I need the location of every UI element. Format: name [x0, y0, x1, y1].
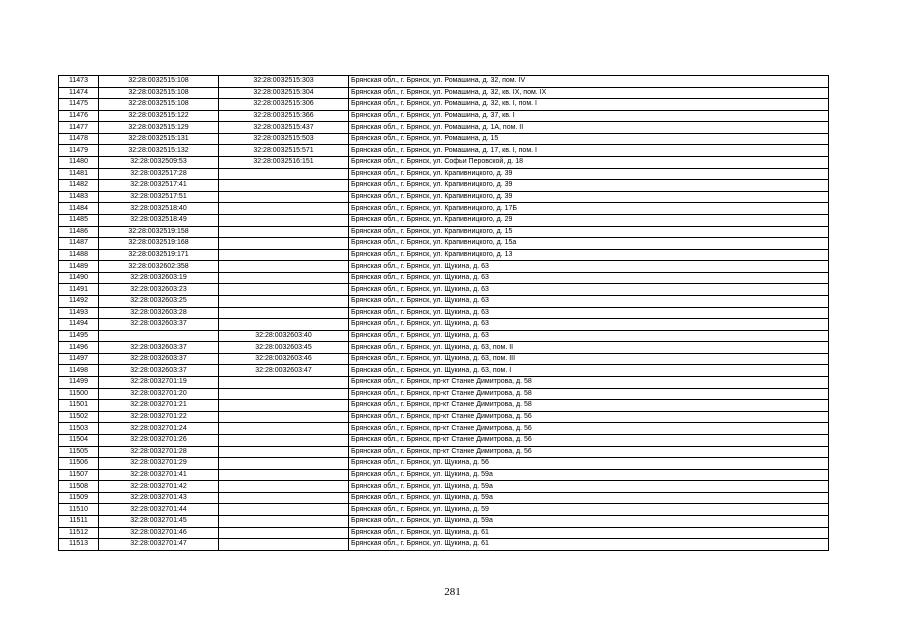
address-cell: Брянская обл., г. Брянск, ул. Щукина, д. 61 [349, 539, 829, 551]
table-row [59, 261, 829, 273]
row-number-cell: 11473 [59, 76, 99, 88]
row-number-cell: 11493 [59, 307, 99, 319]
address-cell: Брянская обл., г. Брянск, ул. Крапивницкого, д. 39 [349, 191, 829, 203]
parcel-cadastral-number-cell: 32:28:0032517:41 [99, 180, 219, 192]
address-cell: Брянская обл., г. Брянск, ул. Щукина, д. 59 [349, 504, 829, 516]
object-cadastral-number-cell [219, 319, 349, 331]
table-row [59, 214, 829, 226]
object-cadastral-number-cell: 32:28:0032603:46 [219, 353, 349, 365]
parcel-cadastral-number-cell: 32:28:0032517:51 [99, 191, 219, 203]
address-cell: Брянская обл., г. Брянск, ул. Щукина, д. 56 [349, 458, 829, 470]
parcel-cadastral-number-cell: 32:28:0032701:42 [99, 481, 219, 493]
object-cadastral-number-cell: 32:28:0032515:306 [219, 99, 349, 111]
registry-table [58, 75, 829, 551]
parcel-cadastral-number-cell: 32:28:0032701:43 [99, 492, 219, 504]
table-row [59, 238, 829, 250]
address-cell: Брянская обл., г. Брянск, ул. Крапивницкого, д. 17Б [349, 203, 829, 215]
row-number-cell: 11513 [59, 539, 99, 551]
address-cell: Брянская обл., г. Брянск, ул. Щукина, д. 63, пом. I [349, 365, 829, 377]
object-cadastral-number-cell: 32:28:0032603:40 [219, 330, 349, 342]
object-cadastral-number-cell [219, 214, 349, 226]
address-cell: Брянская обл., г. Брянск, ул. Ромашина, д. 1А, пом. II [349, 122, 829, 134]
parcel-cadastral-number-cell: 32:28:0032603:37 [99, 319, 219, 331]
table-row [59, 342, 829, 354]
row-number-cell: 11510 [59, 504, 99, 516]
table-row [59, 492, 829, 504]
object-cadastral-number-cell [219, 388, 349, 400]
parcel-cadastral-number-cell: 32:28:0032519:171 [99, 249, 219, 261]
row-number-cell: 11497 [59, 353, 99, 365]
parcel-cadastral-number-cell: 32:28:0032603:37 [99, 342, 219, 354]
parcel-cadastral-number-cell: 32:28:0032603:25 [99, 295, 219, 307]
table-row [59, 365, 829, 377]
address-cell: Брянская обл., г. Брянск, ул. Щукина, д. 63 [349, 272, 829, 284]
parcel-cadastral-number-cell: 32:28:0032701:47 [99, 539, 219, 551]
table-row [59, 411, 829, 423]
parcel-cadastral-number-cell: 32:28:0032701:41 [99, 469, 219, 481]
address-cell: Брянская обл., г. Брянск, ул. Щукина, д. 63 [349, 261, 829, 273]
object-cadastral-number-cell [219, 168, 349, 180]
table-row [59, 110, 829, 122]
address-cell: Брянская обл., г. Брянск, ул. Щукина, д. 63, пом. III [349, 353, 829, 365]
parcel-cadastral-number-cell: 32:28:0032518:40 [99, 203, 219, 215]
parcel-cadastral-number-cell: 32:28:0032603:37 [99, 365, 219, 377]
object-cadastral-number-cell: 32:28:0032516:151 [219, 157, 349, 169]
parcel-cadastral-number-cell: 32:28:0032515:129 [99, 122, 219, 134]
object-cadastral-number-cell [219, 261, 349, 273]
table-row [59, 353, 829, 365]
row-number-cell: 11482 [59, 180, 99, 192]
row-number-cell: 11495 [59, 330, 99, 342]
row-number-cell: 11507 [59, 469, 99, 481]
row-number-cell: 11505 [59, 446, 99, 458]
object-cadastral-number-cell: 32:28:0032515:303 [219, 76, 349, 88]
page-number: 281 [444, 586, 461, 598]
row-number-cell: 11491 [59, 284, 99, 296]
address-cell: Брянская обл., г. Брянск, ул. Ромашина, д. 32, кв. I, пом. I [349, 99, 829, 111]
parcel-cadastral-number-cell: 32:28:0032517:28 [99, 168, 219, 180]
row-number-cell: 11500 [59, 388, 99, 400]
row-number-cell: 11486 [59, 226, 99, 238]
address-cell: Брянская обл., г. Брянск, ул. Крапивницкого, д. 13 [349, 249, 829, 261]
table-row [59, 400, 829, 412]
parcel-cadastral-number-cell: 32:28:0032515:108 [99, 99, 219, 111]
row-number-cell: 11488 [59, 249, 99, 261]
object-cadastral-number-cell [219, 295, 349, 307]
object-cadastral-number-cell [219, 515, 349, 527]
address-cell: Брянская обл., г. Брянск, ул. Щукина, д. 59а [349, 481, 829, 493]
address-cell: Брянская обл., г. Брянск, пр-кт Станке Димитрова, д. 58 [349, 377, 829, 389]
parcel-cadastral-number-cell: 32:28:0032701:24 [99, 423, 219, 435]
table-row [59, 330, 829, 342]
address-cell: Брянская обл., г. Брянск, ул. Ромашина, д. 37, кв. I [349, 110, 829, 122]
table-row [59, 180, 829, 192]
row-number-cell: 11483 [59, 191, 99, 203]
address-cell: Брянская обл., г. Брянск, ул. Крапивницкого, д. 39 [349, 180, 829, 192]
address-cell: Брянская обл., г. Брянск, пр-кт Станке Димитрова, д. 56 [349, 434, 829, 446]
parcel-cadastral-number-cell: 32:28:0032509:53 [99, 157, 219, 169]
address-cell: Брянская обл., г. Брянск, ул. Ромашина, д. 15 [349, 133, 829, 145]
row-number-cell: 11511 [59, 515, 99, 527]
row-number-cell: 11477 [59, 122, 99, 134]
address-cell: Брянская обл., г. Брянск, ул. Щукина, д. 63 [349, 330, 829, 342]
address-cell: Брянская обл., г. Брянск, ул. Крапивницкого, д. 15 [349, 226, 829, 238]
row-number-cell: 11487 [59, 238, 99, 250]
table-row [59, 458, 829, 470]
object-cadastral-number-cell [219, 411, 349, 423]
table-row [59, 434, 829, 446]
table-row [59, 272, 829, 284]
parcel-cadastral-number-cell: 32:28:0032519:158 [99, 226, 219, 238]
table-row [59, 168, 829, 180]
address-cell: Брянская обл., г. Брянск, ул. Щукина, д. 59а [349, 515, 829, 527]
row-number-cell: 11478 [59, 133, 99, 145]
parcel-cadastral-number-cell: 32:28:0032603:19 [99, 272, 219, 284]
table-row [59, 319, 829, 331]
address-cell: Брянская обл., г. Брянск, ул. Щукина, д. 61 [349, 527, 829, 539]
object-cadastral-number-cell [219, 272, 349, 284]
table-row [59, 504, 829, 516]
address-cell: Брянская обл., г. Брянск, ул. Щукина, д. 59а [349, 492, 829, 504]
table-row [59, 76, 829, 88]
row-number-cell: 11502 [59, 411, 99, 423]
parcel-cadastral-number-cell: 32:28:0032515:122 [99, 110, 219, 122]
object-cadastral-number-cell [219, 504, 349, 516]
table-row [59, 515, 829, 527]
address-cell: Брянская обл., г. Брянск, ул. Щукина, д. 63, пом. II [349, 342, 829, 354]
object-cadastral-number-cell [219, 492, 349, 504]
table-row [59, 423, 829, 435]
object-cadastral-number-cell [219, 191, 349, 203]
address-cell: Брянская обл., г. Брянск, пр-кт Станке Димитрова, д. 56 [349, 446, 829, 458]
object-cadastral-number-cell: 32:28:0032603:45 [219, 342, 349, 354]
object-cadastral-number-cell [219, 238, 349, 250]
address-cell: Брянская обл., г. Брянск, ул. Крапивницкого, д. 29 [349, 214, 829, 226]
row-number-cell: 11499 [59, 377, 99, 389]
row-number-cell: 11501 [59, 400, 99, 412]
parcel-cadastral-number-cell: 32:28:0032701:21 [99, 400, 219, 412]
address-cell: Брянская обл., г. Брянск, пр-кт Станке Димитрова, д. 56 [349, 423, 829, 435]
row-number-cell: 11479 [59, 145, 99, 157]
parcel-cadastral-number-cell: 32:28:0032515:108 [99, 76, 219, 88]
address-cell: Брянская обл., г. Брянск, ул. Щукина, д. 63 [349, 284, 829, 296]
row-number-cell: 11512 [59, 527, 99, 539]
address-cell: Брянская обл., г. Брянск, пр-кт Станке Димитрова, д. 58 [349, 388, 829, 400]
table-row [59, 469, 829, 481]
parcel-cadastral-number-cell: 32:28:0032701:46 [99, 527, 219, 539]
address-cell: Брянская обл., г. Брянск, пр-кт Станке Димитрова, д. 58 [349, 400, 829, 412]
row-number-cell: 11476 [59, 110, 99, 122]
object-cadastral-number-cell: 32:28:0032515:503 [219, 133, 349, 145]
table-row [59, 388, 829, 400]
table-row [59, 203, 829, 215]
parcel-cadastral-number-cell [99, 330, 219, 342]
address-cell: Брянская обл., г. Брянск, ул. Крапивницкого, д. 39 [349, 168, 829, 180]
address-cell: Брянская обл., г. Брянск, ул. Щукина, д. 59а [349, 469, 829, 481]
row-number-cell: 11474 [59, 87, 99, 99]
row-number-cell: 11506 [59, 458, 99, 470]
parcel-cadastral-number-cell: 32:28:0032701:19 [99, 377, 219, 389]
object-cadastral-number-cell [219, 458, 349, 470]
row-number-cell: 11490 [59, 272, 99, 284]
parcel-cadastral-number-cell: 32:28:0032701:20 [99, 388, 219, 400]
parcel-cadastral-number-cell: 32:28:0032603:23 [99, 284, 219, 296]
parcel-cadastral-number-cell: 32:28:0032519:168 [99, 238, 219, 250]
parcel-cadastral-number-cell: 32:28:0032602:358 [99, 261, 219, 273]
table-row [59, 527, 829, 539]
object-cadastral-number-cell: 32:28:0032515:304 [219, 87, 349, 99]
address-cell: Брянская обл., г. Брянск, ул. Щукина, д. 63 [349, 295, 829, 307]
parcel-cadastral-number-cell: 32:28:0032603:28 [99, 307, 219, 319]
object-cadastral-number-cell [219, 539, 349, 551]
object-cadastral-number-cell [219, 203, 349, 215]
table-row [59, 133, 829, 145]
parcel-cadastral-number-cell: 32:28:0032515:131 [99, 133, 219, 145]
table-row [59, 122, 829, 134]
row-number-cell: 11481 [59, 168, 99, 180]
object-cadastral-number-cell: 32:28:0032603:47 [219, 365, 349, 377]
row-number-cell: 11485 [59, 214, 99, 226]
object-cadastral-number-cell [219, 423, 349, 435]
table-row [59, 307, 829, 319]
address-cell: Брянская обл., г. Брянск, ул. Щукина, д. 63 [349, 307, 829, 319]
row-number-cell: 11484 [59, 203, 99, 215]
row-number-cell: 11504 [59, 434, 99, 446]
object-cadastral-number-cell [219, 307, 349, 319]
address-cell: Брянская обл., г. Брянск, ул. Крапивницкого, д. 15а [349, 238, 829, 250]
object-cadastral-number-cell [219, 469, 349, 481]
address-cell: Брянская обл., г. Брянск, ул. Ромашина, д. 32, кв. IX, пом. IX [349, 87, 829, 99]
row-number-cell: 11494 [59, 319, 99, 331]
table-row [59, 145, 829, 157]
object-cadastral-number-cell [219, 446, 349, 458]
parcel-cadastral-number-cell: 32:28:0032515:132 [99, 145, 219, 157]
address-cell: Брянская обл., г. Брянск, ул. Софьи Перовской, д. 18 [349, 157, 829, 169]
parcel-cadastral-number-cell: 32:28:0032603:37 [99, 353, 219, 365]
row-number-cell: 11475 [59, 99, 99, 111]
object-cadastral-number-cell [219, 481, 349, 493]
address-cell: Брянская обл., г. Брянск, ул. Щукина, д. 63 [349, 319, 829, 331]
object-cadastral-number-cell [219, 400, 349, 412]
object-cadastral-number-cell: 32:28:0032515:366 [219, 110, 349, 122]
address-cell: Брянская обл., г. Брянск, ул. Ромашина, д. 17, кв. I, пом. I [349, 145, 829, 157]
row-number-cell: 11503 [59, 423, 99, 435]
table-row [59, 249, 829, 261]
parcel-cadastral-number-cell: 32:28:0032701:45 [99, 515, 219, 527]
object-cadastral-number-cell [219, 226, 349, 238]
row-number-cell: 11508 [59, 481, 99, 493]
table-row [59, 157, 829, 169]
object-cadastral-number-cell: 32:28:0032515:437 [219, 122, 349, 134]
row-number-cell: 11492 [59, 295, 99, 307]
row-number-cell: 11496 [59, 342, 99, 354]
object-cadastral-number-cell [219, 377, 349, 389]
table-row [59, 539, 829, 551]
row-number-cell: 11498 [59, 365, 99, 377]
parcel-cadastral-number-cell: 32:28:0032701:26 [99, 434, 219, 446]
row-number-cell: 11509 [59, 492, 99, 504]
object-cadastral-number-cell [219, 180, 349, 192]
row-number-cell: 11489 [59, 261, 99, 273]
address-cell: Брянская обл., г. Брянск, ул. Ромашина, д. 32, пом. IV [349, 76, 829, 88]
parcel-cadastral-number-cell: 32:28:0032701:28 [99, 446, 219, 458]
object-cadastral-number-cell [219, 249, 349, 261]
table-row [59, 377, 829, 389]
row-number-cell: 11480 [59, 157, 99, 169]
object-cadastral-number-cell: 32:28:0032515:571 [219, 145, 349, 157]
object-cadastral-number-cell [219, 527, 349, 539]
table-row [59, 87, 829, 99]
parcel-cadastral-number-cell: 32:28:0032701:22 [99, 411, 219, 423]
parcel-cadastral-number-cell: 32:28:0032701:29 [99, 458, 219, 470]
table-row [59, 191, 829, 203]
table-row [59, 481, 829, 493]
parcel-cadastral-number-cell: 32:28:0032515:108 [99, 87, 219, 99]
registry-table-body [59, 76, 829, 551]
table-row [59, 446, 829, 458]
object-cadastral-number-cell [219, 284, 349, 296]
parcel-cadastral-number-cell: 32:28:0032701:44 [99, 504, 219, 516]
object-cadastral-number-cell [219, 434, 349, 446]
table-row [59, 99, 829, 111]
table-row [59, 226, 829, 238]
parcel-cadastral-number-cell: 32:28:0032518:49 [99, 214, 219, 226]
table-row [59, 295, 829, 307]
address-cell: Брянская обл., г. Брянск, пр-кт Станке Димитрова, д. 56 [349, 411, 829, 423]
table-row [59, 284, 829, 296]
